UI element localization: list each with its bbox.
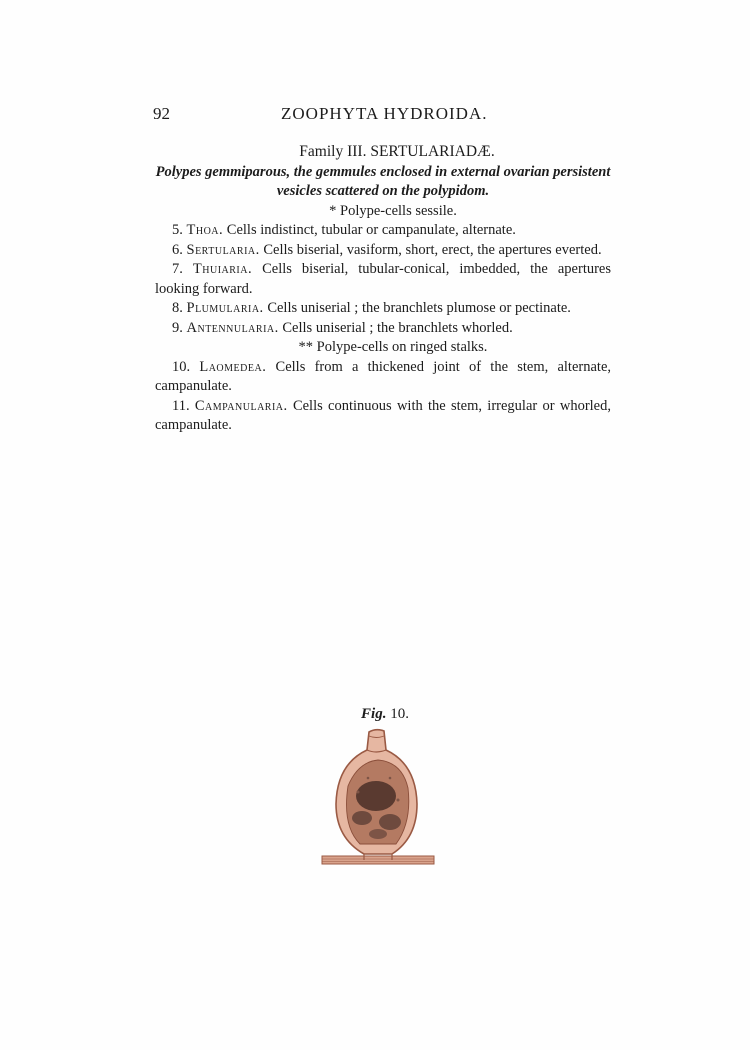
figure-caption (350, 706, 420, 723)
genus-entry (155, 319, 611, 339)
genus-number: 7. (172, 261, 183, 277)
main-text (155, 142, 611, 436)
genus-entry (155, 260, 611, 299)
page-header (153, 104, 617, 128)
genus-name: Campanularia. (194, 397, 288, 414)
genus-number: 11. (172, 397, 190, 414)
genus-name: Sertularia. (186, 241, 260, 258)
genus-description: Cells from a thickened joint of the stem, alternate, campanulate. (155, 358, 611, 394)
genus-description: Cells biserial, vasiform, short, erect, the apertures everted. (263, 241, 602, 258)
genus-number: 6. (172, 241, 183, 258)
ovarian-vesicle-drawing (318, 726, 438, 886)
genus-entry (155, 221, 611, 241)
genus-description: Cells indistinct, tubular or campanulate, alternate. (226, 222, 516, 238)
genus-description: Cells continuous with the stem, irregular or whorled, campanulate. (155, 397, 611, 433)
figure-label: Fig. (361, 706, 387, 722)
genus-number: 9. (172, 319, 183, 336)
genus-name: Thoa. (186, 222, 224, 238)
page-number: 92 (153, 104, 170, 123)
genus-number: 8. (172, 300, 183, 316)
genus-entry (155, 397, 611, 436)
stalk-shape (322, 856, 434, 864)
genus-entry (155, 241, 611, 261)
figure-illustration (318, 726, 438, 886)
genus-number: 5. (172, 222, 183, 238)
genus-entry (155, 299, 611, 319)
genus-entry (155, 358, 611, 397)
genus-name: Plumularia. (186, 300, 264, 316)
family-characters: Polypes gemmiparous, the gemmules enclosed in external ovarian persistent vesicles scattered on the polypidom. (155, 163, 611, 199)
family-title: Family III. SERTULARIADÆ. (299, 143, 495, 160)
genus-number: 10. (172, 358, 191, 375)
genus-name: Thuiaria. (192, 261, 253, 277)
genus-description: Cells uniserial ; the branchlets plumose or pectinate. (267, 300, 571, 316)
section-heading-ringed-stalks: ** Polype-cells on ringed stalks. (298, 339, 488, 355)
gemmule-mass (356, 781, 396, 811)
genus-description: Cells biserial, tubular-conical, imbedded, the apertures looking forward. (155, 261, 612, 297)
genus-description: Cells uniserial ; the branchlets whorled. (282, 319, 513, 336)
running-head: ZOOPHYTA HYDROIDA. (281, 104, 488, 123)
genus-name: Laomedea. (199, 358, 267, 375)
genus-name: Antennularia. (186, 319, 279, 336)
figure-number: 10. (390, 706, 409, 722)
section-heading-sessile: * Polype-cells sessile. (329, 202, 457, 219)
